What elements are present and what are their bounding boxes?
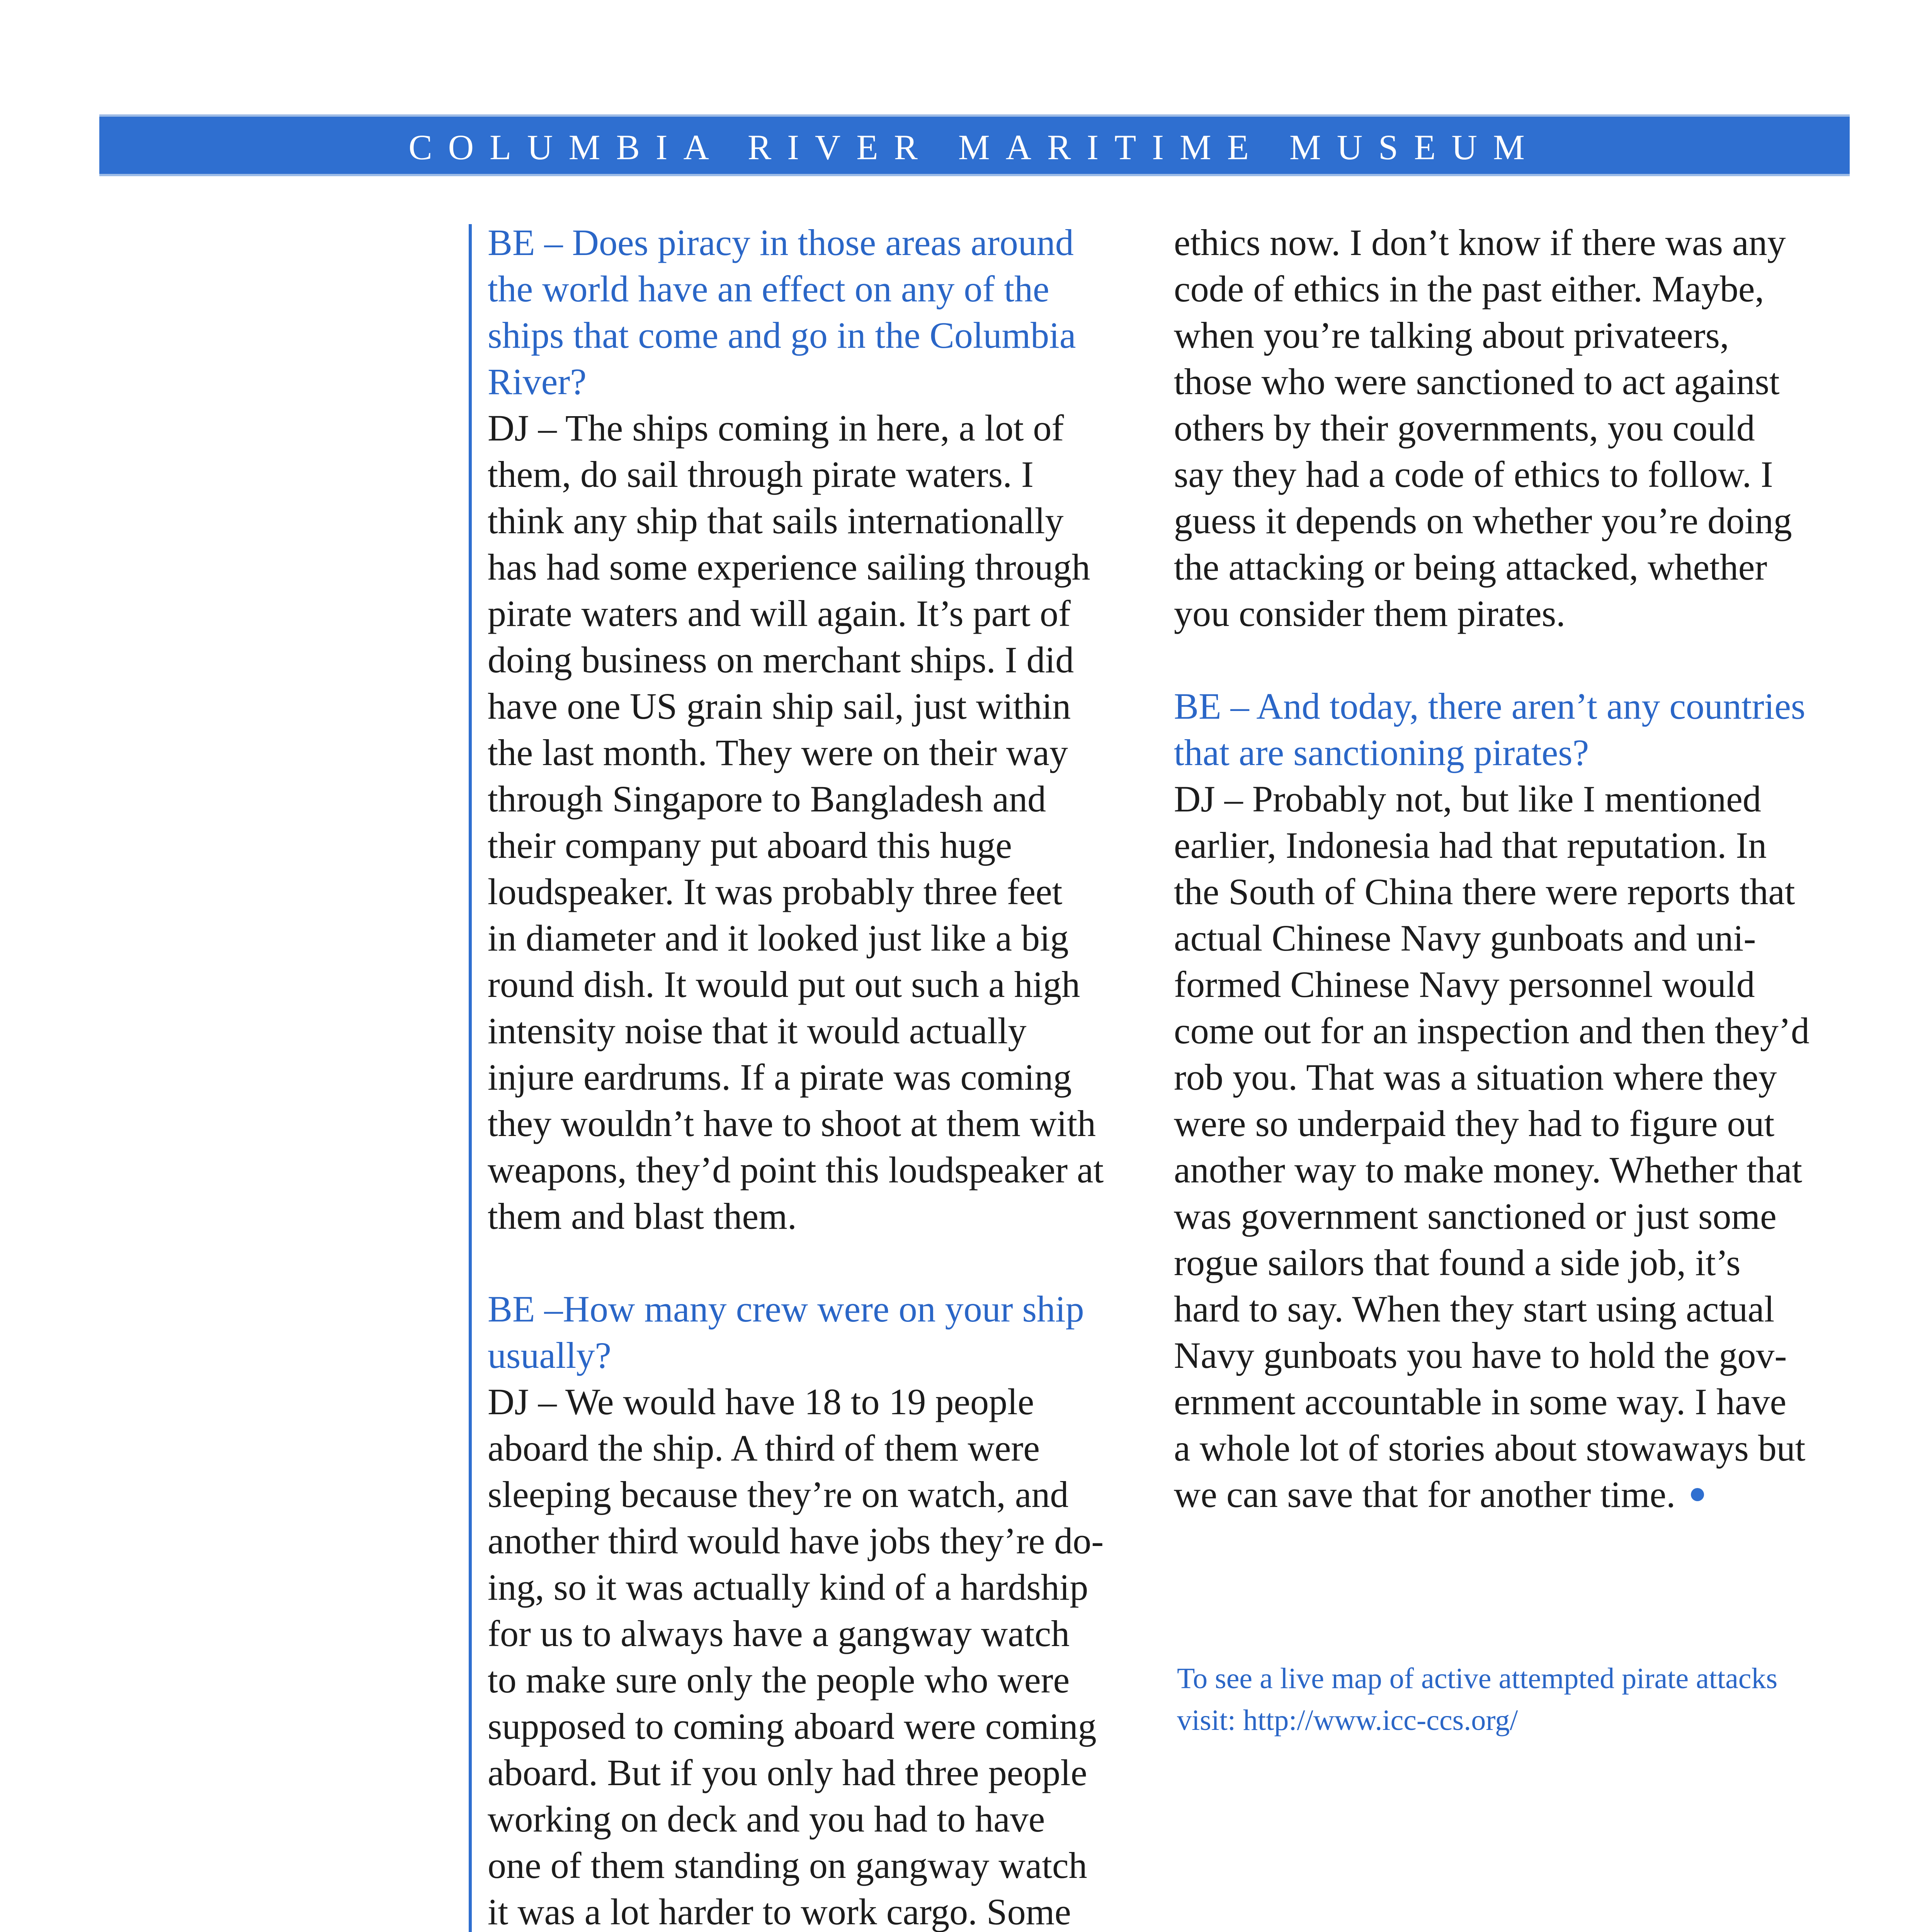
text-line: the last month. They were on their way	[488, 732, 1068, 773]
text-line: usually?	[488, 1335, 611, 1376]
text-line: earlier, Indonesia had that reputation. In	[1174, 825, 1767, 866]
bullet-dot-icon	[1691, 1488, 1704, 1501]
column-rule	[469, 224, 472, 1932]
text-line: loudspeaker. It was probably three feet	[488, 871, 1063, 912]
interview-answer	[1174, 219, 1854, 637]
text-line: code of ethics in the past either. Maybe,	[1174, 268, 1764, 310]
text-line: it was a lot harder to work cargo. Some	[488, 1891, 1071, 1932]
right-column	[1174, 219, 1854, 1518]
text-line: one of them standing on gangway watch	[488, 1845, 1087, 1886]
header-banner	[99, 114, 1850, 176]
text-line: pirate waters and will again. It’s part of	[488, 593, 1071, 634]
left-column	[488, 219, 1168, 1932]
text-line: another third would have jobs they’re do-	[488, 1520, 1104, 1561]
text-line: ships that come and go in the Columbia	[488, 315, 1076, 356]
paragraph-gap	[488, 1240, 1168, 1286]
text-line: rob you. That was a situation where they	[1174, 1056, 1777, 1098]
interview-answer	[488, 1379, 1168, 1932]
text-line: in diameter and it looked just like a big	[488, 917, 1069, 959]
text-line: intensity noise that it would actually	[488, 1010, 1027, 1051]
text-line: aboard the ship. A third of them were	[488, 1427, 1040, 1469]
text-line: say they had a code of ethics to follow. I	[1174, 454, 1773, 495]
text-line: round dish. It would put out such a high	[488, 964, 1080, 1005]
text-line: guess it depends on whether you’re doing	[1174, 500, 1792, 541]
note-link-line[interactable]: visit: http://www.icc-ccs.org/	[1177, 1704, 1518, 1736]
text-line: another way to make money. Whether that	[1174, 1149, 1803, 1190]
text-line: DJ – Probably not, but like I mentioned	[1174, 778, 1761, 820]
interview-question	[488, 1286, 1168, 1379]
text-line: DJ – We would have 18 to 19 people	[488, 1381, 1034, 1422]
text-line: ing, so it was actually kind of a hardship	[488, 1566, 1088, 1608]
text-line: injure eardrums. If a pirate was coming	[488, 1056, 1072, 1098]
paragraph-gap	[1174, 637, 1854, 683]
text-line: actual Chinese Navy gunboats and uni-	[1174, 917, 1756, 959]
text-line: sleeping because they’re on watch, and	[488, 1474, 1069, 1515]
text-line: those who were sanctioned to act against	[1174, 361, 1780, 402]
text-line: we can save that for another time.	[1174, 1474, 1676, 1515]
interview-answer	[1174, 776, 1854, 1518]
interview-question	[1174, 683, 1854, 776]
text-line: the world have an effect on any of the	[488, 268, 1049, 310]
text-line: has had some experience sailing through	[488, 546, 1090, 588]
text-line: supposed to coming aboard were coming	[488, 1706, 1097, 1747]
text-line: come out for an inspection and then they’d	[1174, 1010, 1810, 1051]
text-line: doing business on merchant ships. I did	[488, 639, 1074, 680]
text-line: BE –How many crew were on your ship	[488, 1288, 1084, 1330]
text-line: a whole lot of stories about stowaways but	[1174, 1427, 1806, 1469]
text-line: formed Chinese Navy personnel would	[1174, 964, 1755, 1005]
text-line: DJ – The ships coming in here, a lot of	[488, 407, 1064, 449]
text-line: for us to always have a gangway watch	[488, 1613, 1070, 1654]
text-line: Navy gunboats you have to hold the gov-	[1174, 1335, 1787, 1376]
text-line: you consider them pirates.	[1174, 593, 1566, 634]
note-line: To see a live map of active attempted pirate attacks	[1177, 1662, 1778, 1695]
interview-question	[488, 219, 1168, 405]
text-line: were so underpaid they had to figure out	[1174, 1103, 1775, 1144]
text-line: hard to say. When they start using actual	[1174, 1288, 1775, 1330]
text-line: them, do sail through pirate waters. I	[488, 454, 1034, 495]
text-line: to make sure only the people who were	[488, 1659, 1070, 1701]
text-line: River?	[488, 361, 587, 402]
text-line: have one US grain ship sail, just within	[488, 685, 1071, 727]
text-line: the South of China there were reports that	[1174, 871, 1795, 912]
live-map-note	[1177, 1658, 1849, 1741]
text-line: they wouldn’t have to shoot at them with	[488, 1103, 1096, 1144]
text-line: the attacking or being attacked, whether	[1174, 546, 1767, 588]
text-line: their company put aboard this huge	[488, 825, 1012, 866]
text-line: ernment accountable in some way. I have	[1174, 1381, 1787, 1422]
text-line: rogue sailors that found a side job, it’s	[1174, 1242, 1741, 1283]
text-line: others by their governments, you could	[1174, 407, 1755, 449]
text-line: was government sanctioned or just some	[1174, 1196, 1777, 1237]
text-line: them and blast them.	[488, 1196, 797, 1237]
text-line: when you’re talking about privateers,	[1174, 315, 1729, 356]
text-line: think any ship that sails internationally	[488, 500, 1064, 541]
publication-title: COLUMBIA RIVER MARITIME MUSEUM	[408, 128, 1541, 167]
text-line: BE – Does piracy in those areas around	[488, 222, 1074, 263]
text-line: ethics now. I don’t know if there was any	[1174, 222, 1786, 263]
text-line: aboard. But if you only had three people	[488, 1752, 1087, 1793]
text-line: that are sanctioning pirates?	[1174, 732, 1589, 773]
interview-answer	[488, 405, 1168, 1240]
text-line: weapons, they’d point this loudspeaker at	[488, 1149, 1104, 1190]
text-line: BE – And today, there aren’t any countries	[1174, 685, 1806, 727]
text-line: through Singapore to Bangladesh and	[488, 778, 1046, 820]
text-line: working on deck and you had to have	[488, 1798, 1045, 1840]
